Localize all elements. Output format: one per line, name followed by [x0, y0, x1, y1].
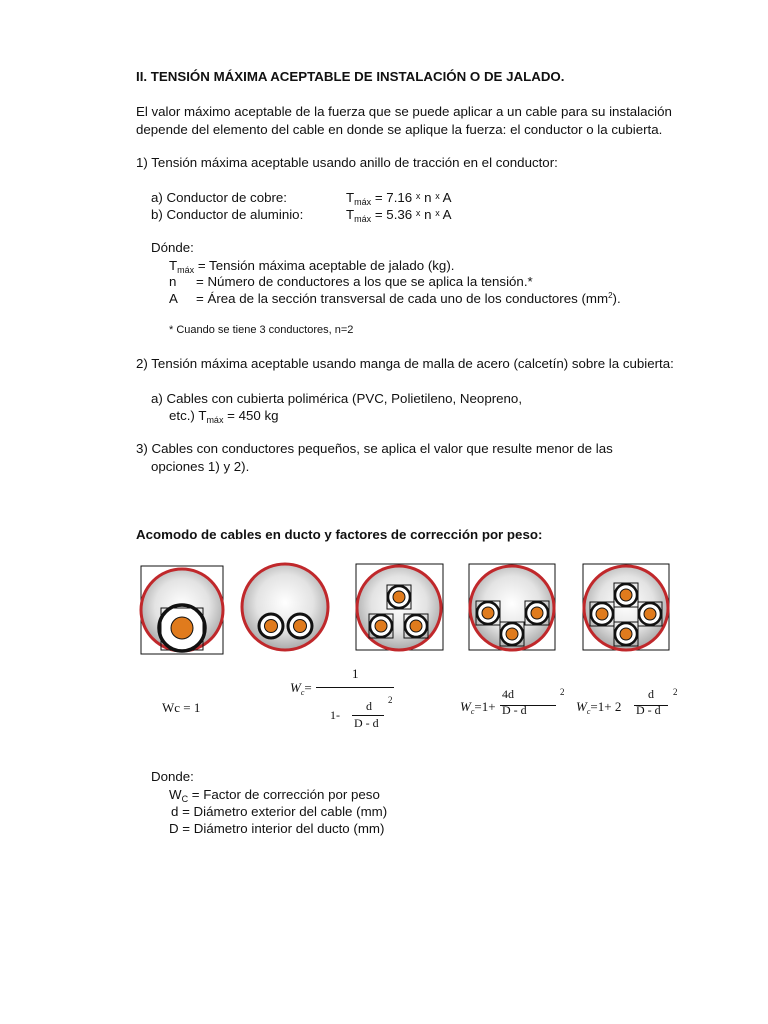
formula-2-inner-numerator: d — [366, 699, 372, 713]
donde-2-heading: Donde: — [151, 769, 194, 784]
intro-line-1: El valor máximo aceptable de la fuerza que se puede aplicar a un cable para su instalación — [136, 104, 672, 119]
diagram-single-cable — [141, 566, 223, 654]
item-3-line-1: 3) Cables con conductores pequeños, se aplica el valor que resulte menor de las — [136, 441, 613, 456]
cable-arrangement-diagrams — [0, 560, 768, 680]
diagram-two-cables — [242, 564, 328, 650]
item-2a-line-2: etc.) $T_{máx} = 450$ kg — [169, 408, 279, 425]
def-d: d = Diámetro exterior del cable (mm) — [171, 804, 388, 819]
formula-wc-1: Wc = 1 — [162, 700, 201, 715]
item-3-line-2: opciones 1) y 2). — [151, 459, 250, 474]
def-D: D = Diámetro interior del ducto (mm) — [169, 821, 385, 836]
item-1b-label: b) Conductor de aluminio: — [151, 207, 304, 222]
formula-2-fraction-bar — [316, 687, 394, 688]
def-n-text: = Número de conductores a los que se aplica la tensión.* — [196, 274, 533, 289]
formula-4-lhs: $W_c=1+ 2$ — [576, 699, 622, 716]
formula-4-denominator: D - d — [636, 703, 661, 717]
cable-top — [387, 585, 411, 609]
formula-3-exponent: 2 — [560, 687, 565, 697]
donde-heading: Dónde: — [151, 240, 194, 255]
cable-right — [404, 614, 428, 638]
def-n-symbol: n — [169, 274, 177, 289]
item-2a-line-1: a) Cables con cubierta polimérica (PVC, Polietileno, Neopreno, — [151, 391, 523, 406]
def-a-symbol: A — [169, 291, 178, 306]
def-a-text: = Área de la sección transversal de cada uno de los conductores $(mm^2)$. — [196, 291, 621, 306]
formula-3-denominator: D - d — [502, 703, 527, 717]
formula-3-lhs: $W_c=1+$ — [460, 699, 496, 716]
intro-line-2: depende del elemento del cable en donde se aplique la fuerza: el conductor o la cubierta. — [136, 122, 663, 137]
diagram-three-cables — [356, 564, 443, 650]
footnote: * Cuando se tiene 3 conductores, n=2 — [169, 324, 354, 336]
diagram-three-cables-cradled — [469, 564, 555, 650]
formula-2-lhs: $W_c=$ — [290, 680, 312, 697]
formula-2-exponent: 2 — [388, 695, 393, 705]
diagram-four-cables — [583, 564, 669, 650]
formula-2-inner-denominator: D - d — [354, 716, 379, 730]
item-1b-formula: $T_{máx} = 5.36$ $^x$ n $^x$ A — [346, 207, 452, 224]
item-2-heading: 2) Tensión máxima aceptable usando manga de malla de acero (calcetín) sobre la cubierta: — [136, 356, 674, 371]
formula-3-numerator: 4d — [502, 687, 514, 701]
formula-4-numerator: d — [648, 687, 654, 701]
def-tmax: $T_{máx}$ = Tensión máxima aceptable de jalado (kg). — [169, 258, 455, 275]
def-wc: $W_C$ = Factor de corrección por peso — [169, 787, 380, 804]
item-1-heading: 1) Tensión máxima aceptable usando anillo de tracción en el conductor: — [136, 155, 558, 170]
cable-left — [369, 614, 393, 638]
formula-2-numerator: 1 — [352, 666, 359, 681]
formula-2-den-prefix: 1- — [330, 708, 340, 722]
section-title: II. TENSIÓN MÁXIMA ACEPTABLE DE INSTALACIÓN O DE JALADO. — [136, 69, 565, 84]
arrangement-title: Acomodo de cables en ducto y factores de corrección por peso: — [136, 527, 543, 542]
item-1a-formula: $T_{máx} = 7.16$ $^x$ n $^x$ A — [346, 190, 452, 207]
item-1a-label: a) Conductor de cobre: — [151, 190, 288, 205]
formula-4-exponent: 2 — [673, 687, 678, 697]
